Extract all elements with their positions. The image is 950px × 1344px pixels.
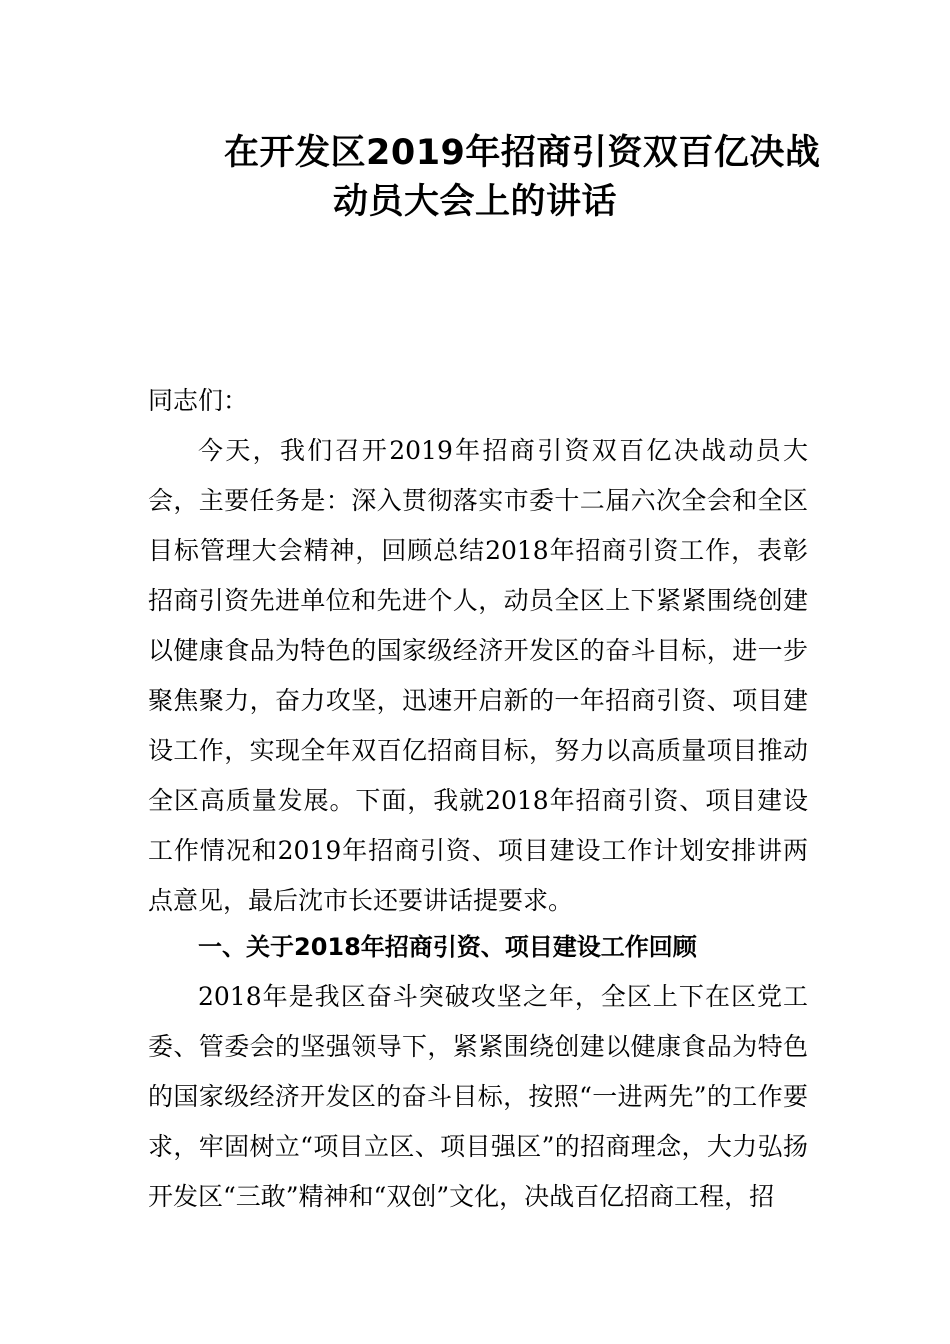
section-heading-1: 一、关于2018年招商引资、项目建设工作回顾 (198, 933, 697, 961)
salutation: 同志们： (148, 386, 249, 415)
document-title-line-2: 动员大会上的讲话 (333, 182, 618, 222)
body-paragraph-1: 今天，我们召开2019年招商引资双百亿决战动员大会，主要任务是：深入贯彻落实市委十二届六次全会和全区目标管理大会精神，回顾总结2018年招商引资工作，表彰招商引资先进单位和先进个人，动员全区上下紧紧围绕创建以健康食品为特色的国家级经济开发区的奋斗目标，进一步聚焦聚力，奋力攻坚，迅速开启新的一年招商引资、项目建设工作，实现全年双百亿招商目标，努力以高质量项目推动全区高质量发展。下面，我就2018年招商引资、项目建设工作情况和2019年招商引资、项目建设工作计划安排讲两点意见，最后沈市长还要讲话提要求。 (148, 436, 808, 915)
document-title-line-1: 在开发区2019年招商引资双百亿决战 (224, 133, 821, 173)
body-paragraph-2: 2018年是我区奋斗突破攻坚之年，全区上下在区党工委、管委会的坚强领导下，紧紧围绕创建以健康食品为特色的国家级经济开发区的奋斗目标，按照“一进两先”的工作要求，牢固树立“项目立区、项目强区”的招商理念，大力弘扬开发区“三敢”精神和“双创”文化，决战百亿招商工程，招 (148, 982, 808, 1211)
